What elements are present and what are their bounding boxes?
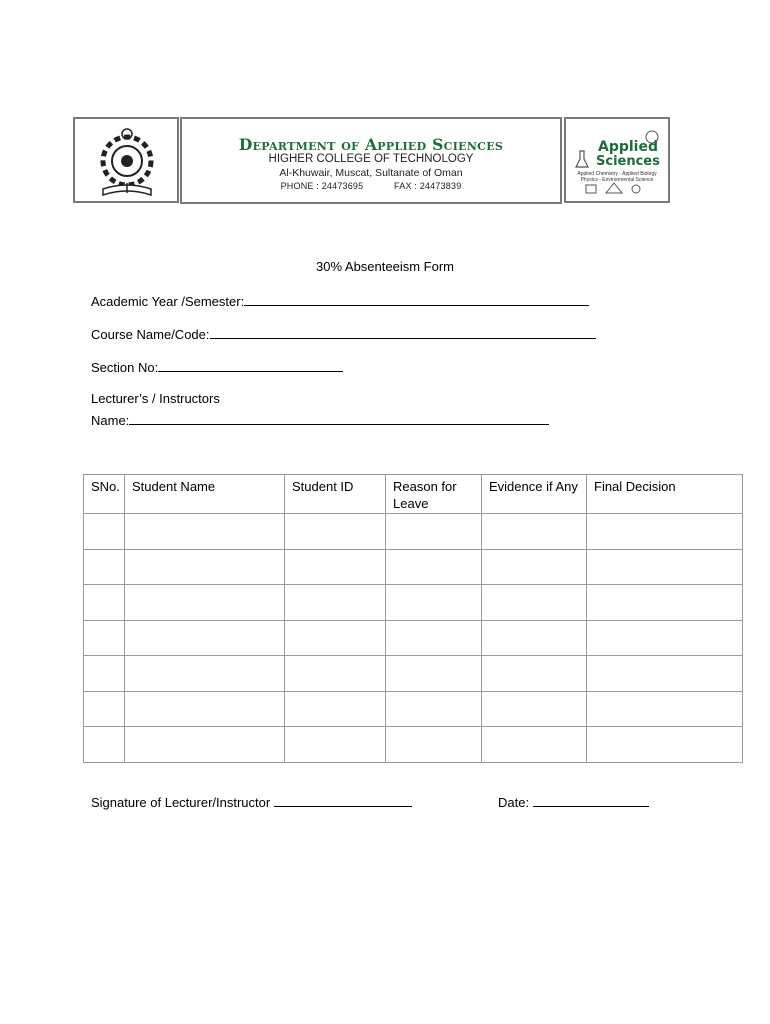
table-cell[interactable] (84, 656, 125, 692)
table-cell[interactable] (285, 620, 386, 656)
table-cell[interactable] (125, 549, 285, 585)
table-cell[interactable] (285, 656, 386, 692)
table-cell[interactable] (125, 620, 285, 656)
header-evidence: Evidence if Any (482, 475, 587, 514)
section-label: Section No: (91, 360, 159, 375)
table-cell[interactable] (386, 620, 482, 656)
contact-row (182, 181, 560, 191)
table-cell[interactable] (482, 514, 587, 550)
fax-number: FAX : 24473839 (394, 181, 462, 191)
table-cell[interactable] (482, 549, 587, 585)
department-title: Department of Applied Sciences (238, 135, 504, 154)
table-cell[interactable] (482, 585, 587, 621)
applied-logo-subtitle: Applied Chemistry - Applied Biology Physics - Environmental Science (577, 171, 657, 183)
table-cell[interactable] (84, 691, 125, 727)
signature-blank[interactable] (274, 793, 412, 807)
table-row (84, 656, 743, 692)
table-cell[interactable] (84, 727, 125, 763)
table-cell[interactable] (482, 620, 587, 656)
table-cell[interactable] (84, 620, 125, 656)
table-cell[interactable] (125, 656, 285, 692)
lecturer-blank[interactable] (129, 411, 549, 425)
table-cell[interactable] (482, 691, 587, 727)
table-cell[interactable] (587, 620, 743, 656)
table-row (84, 585, 743, 621)
form-title: 30% Absenteeism Form (315, 259, 454, 274)
table-cell[interactable] (84, 514, 125, 550)
academic-year-blank[interactable] (244, 292, 589, 306)
section-blank[interactable] (158, 358, 343, 372)
table-row (84, 620, 743, 656)
college-emblem-logo (73, 117, 179, 203)
applied-logo-line2: Sciences (596, 154, 660, 169)
course-row (91, 325, 596, 342)
table-cell[interactable] (386, 727, 482, 763)
signature-label: Signature of Lecturer/Instructor (91, 795, 271, 810)
table-cell[interactable] (386, 549, 482, 585)
table-row (84, 691, 743, 727)
header-student-name: Student Name (125, 475, 285, 514)
header-final-decision: Final Decision (587, 475, 743, 514)
table-cell[interactable] (587, 514, 743, 550)
table-cell[interactable] (587, 727, 743, 763)
table-cell[interactable] (482, 727, 587, 763)
table-cell[interactable] (386, 514, 482, 550)
table-cell[interactable] (386, 656, 482, 692)
date-blank[interactable] (533, 793, 649, 807)
table-header-row (84, 475, 743, 514)
absenteeism-table (83, 474, 743, 763)
college-name: HIGHER COLLEGE OF TECHNOLOGY (268, 153, 474, 165)
table-cell[interactable] (285, 585, 386, 621)
academic-year-label: Academic Year /Semester: (91, 294, 245, 309)
header-student-id: Student ID (285, 475, 386, 514)
table-cell[interactable] (587, 691, 743, 727)
header-reason: Reason for Leave (386, 475, 482, 514)
table-row (84, 514, 743, 550)
table-cell[interactable] (84, 585, 125, 621)
table-cell[interactable] (285, 727, 386, 763)
table-cell[interactable] (482, 656, 587, 692)
lecturer-row (91, 411, 549, 428)
applied-sciences-logo (564, 117, 670, 203)
table-row (84, 549, 743, 585)
department-header (180, 117, 562, 204)
header-sno: SNo. (84, 475, 125, 514)
table-cell[interactable] (285, 691, 386, 727)
table-cell[interactable] (125, 514, 285, 550)
date-row (498, 793, 649, 810)
lecturer-label-line1: Lecturer’s / Instructors (91, 391, 220, 406)
college-address: Al-Khuwair, Muscat, Sultanate of Oman (279, 167, 463, 179)
gear-book-emblem-icon (89, 125, 165, 199)
table-cell[interactable] (386, 585, 482, 621)
table-cell[interactable] (587, 549, 743, 585)
academic-year-row (91, 292, 589, 309)
applied-logo-line1: Applied (598, 139, 658, 155)
date-label: Date: (498, 795, 530, 810)
table-row (84, 727, 743, 763)
table-cell[interactable] (84, 549, 125, 585)
course-label: Course Name/Code: (91, 327, 210, 342)
section-row (91, 358, 343, 375)
lecturer-label: Name: (91, 413, 130, 428)
course-blank[interactable] (210, 325, 596, 339)
table-cell[interactable] (125, 585, 285, 621)
table-cell[interactable] (587, 656, 743, 692)
table-cell[interactable] (587, 585, 743, 621)
table-cell[interactable] (285, 514, 386, 550)
table-cell[interactable] (125, 727, 285, 763)
table-cell[interactable] (125, 691, 285, 727)
table-cell[interactable] (386, 691, 482, 727)
phone-number: PHONE : 24473695 (280, 181, 364, 191)
table-cell[interactable] (285, 549, 386, 585)
signature-row (91, 793, 412, 810)
